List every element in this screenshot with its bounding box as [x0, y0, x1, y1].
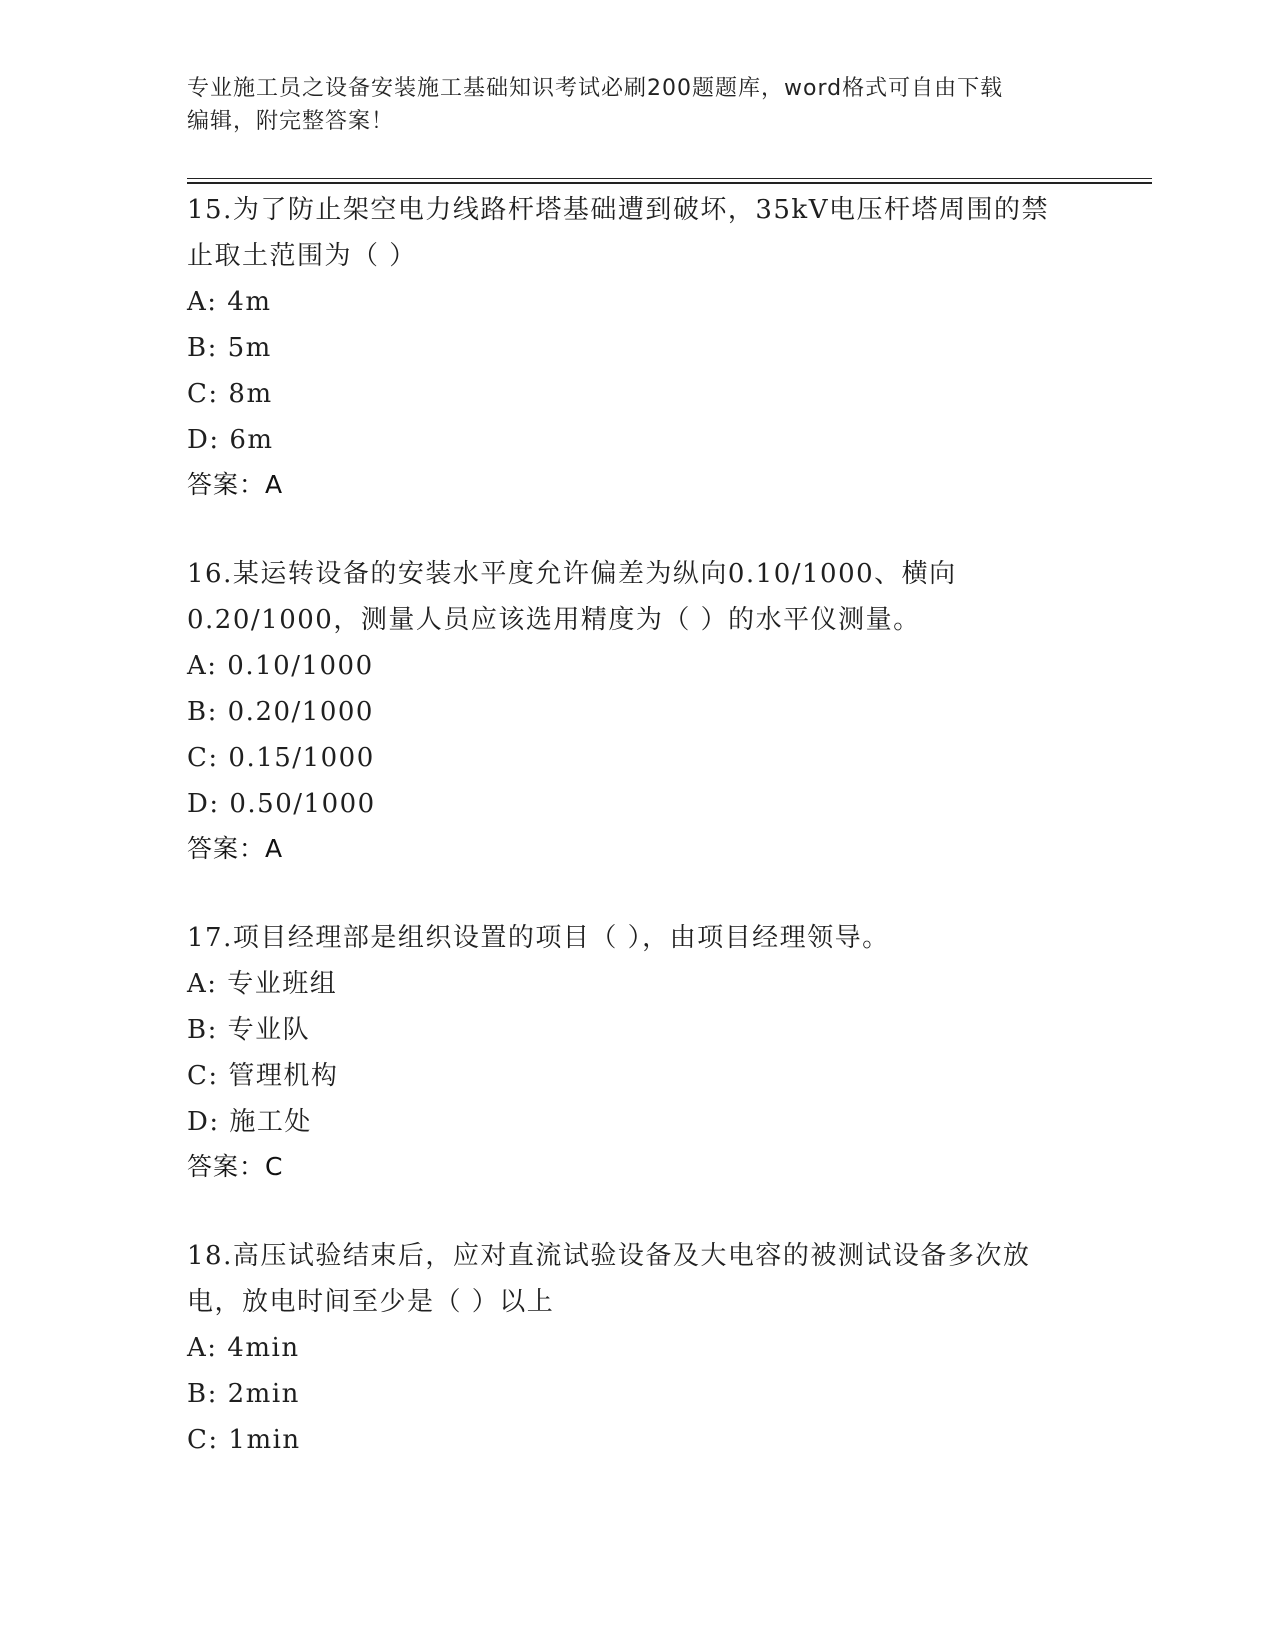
header-line-2: 编辑，附完整答案！	[187, 109, 395, 134]
option-b: B: 0.20/1000	[187, 697, 374, 727]
option-b: B: 5m	[187, 333, 272, 363]
question-stem-line: 0.20/1000，测量人员应该选用精度为（ ）的水平仪测量。	[187, 605, 921, 635]
option-c: C: 1min	[187, 1425, 301, 1455]
question-list	[187, 187, 1107, 1507]
question-18	[187, 1233, 1107, 1463]
answer-label: 答案：A	[187, 834, 284, 863]
option-a: A: 专业班组	[187, 969, 338, 999]
question-stem-line: 18.高压试验结束后，应对直流试验设备及大电容的被测试设备多次放	[187, 1241, 1031, 1271]
header-line-1: 专业施工员之设备安装施工基础知识考试必刷200题题库，word格式可自由下载	[187, 76, 1004, 101]
option-a: A: 4min	[187, 1333, 300, 1363]
question-16	[187, 551, 1107, 871]
option-b: B: 专业队	[187, 1015, 311, 1045]
option-c: C: 8m	[187, 379, 273, 409]
option-d: D: 施工处	[187, 1107, 312, 1137]
option-a: A: 4m	[187, 287, 272, 317]
question-stem-line: 电，放电时间至少是（ ）以上	[187, 1287, 555, 1317]
answer-label: 答案：A	[187, 470, 284, 499]
question-17	[187, 915, 1107, 1189]
question-stem-line: 15.为了防止架空电力线路杆塔基础遭到破坏，35kV电压杆塔周围的禁	[187, 195, 1049, 225]
question-15	[187, 187, 1107, 507]
option-d: D: 0.50/1000	[187, 789, 376, 819]
header-divider-thin	[187, 178, 1152, 179]
question-stem-line: 17.项目经理部是组织设置的项目（ ），由项目经理领导。	[187, 923, 890, 953]
option-c: C: 0.15/1000	[187, 743, 375, 773]
header-divider-thick	[187, 182, 1152, 184]
question-stem-line: 16.某运转设备的安装水平度允许偏差为纵向0.10/1000、横向	[187, 559, 957, 589]
document-header	[187, 72, 1067, 138]
answer-label: 答案：C	[187, 1152, 284, 1181]
option-d: D: 6m	[187, 425, 274, 455]
question-stem-line: 止取土范围为（ ）	[187, 241, 417, 271]
option-a: A: 0.10/1000	[187, 651, 374, 681]
option-b: B: 2min	[187, 1379, 300, 1409]
option-c: C: 管理机构	[187, 1061, 339, 1091]
